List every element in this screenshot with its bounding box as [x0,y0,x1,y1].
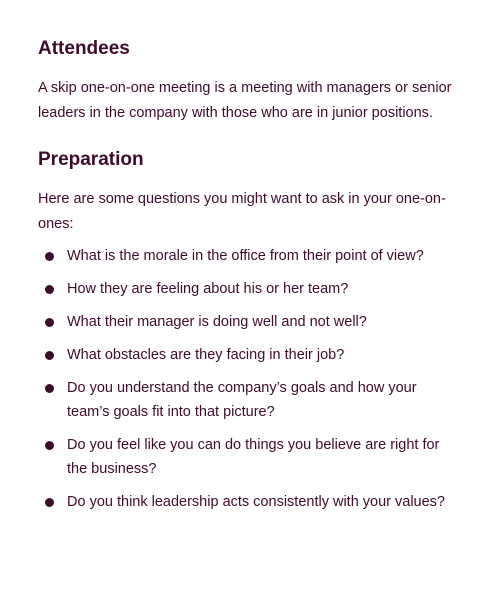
question-text: What is the morale in the office from their point of view? [67,248,424,264]
list-item [38,433,452,481]
list-item [38,490,452,514]
bullet-icon [45,252,54,261]
question-list [38,244,452,514]
question-text: How they are feeling about his or her team? [67,281,349,297]
attendees-section [38,36,452,125]
preparation-section [38,147,452,514]
attendees-body: A skip one-on-one meeting is a meeting with managers or senior leaders in the company with those who are in junior positions. [38,80,452,121]
bullet-icon [45,498,54,507]
question-text: Do you think leadership acts consistently with your values? [67,494,445,510]
preparation-intro: Here are some questions you might want to ask in your one-on-ones: [38,191,446,232]
question-text: Do you understand the company’s goals and how your team’s goals fit into that picture? [67,380,417,420]
preparation-heading: Preparation [38,149,144,170]
question-text: What obstacles are they facing in their job? [67,347,345,363]
attendees-heading: Attendees [38,38,130,59]
list-item [38,277,452,301]
list-item [38,343,452,367]
bullet-icon [45,441,54,450]
bullet-icon [45,351,54,360]
bullet-icon [45,318,54,327]
bullet-icon [45,384,54,393]
question-text: What their manager is doing well and not well? [67,314,367,330]
question-text: Do you feel like you can do things you believe are right for the business? [67,437,440,477]
list-item [38,310,452,334]
list-item [38,244,452,268]
bullet-icon [45,285,54,294]
list-item [38,376,452,424]
